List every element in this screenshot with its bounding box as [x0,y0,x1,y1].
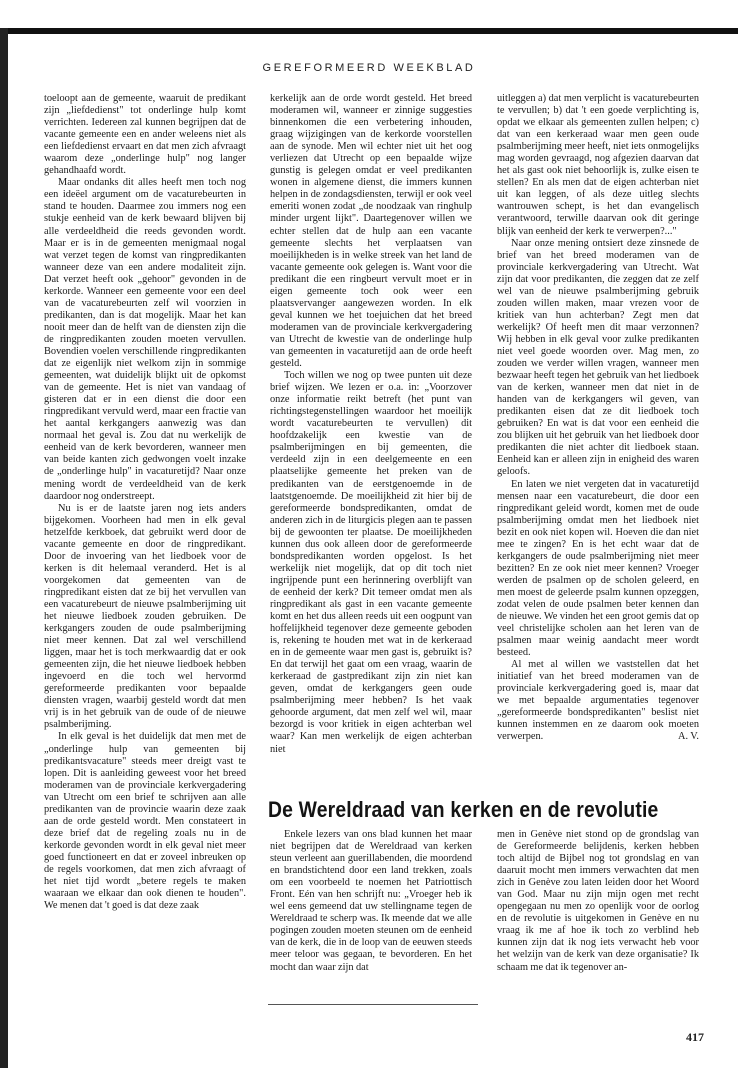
paragraph [497,659,699,743]
paragraph: toeloopt aan de gemeente, waaruit de predikant zijn „liefdedienst" tot onderlinge hulp komt verrichten. Iedereen zal kunnen begrijpen dat de vacante gemeente een en ander weleens niet als een liefdedienst ervaart en dat men zich afvraagt waarom deze „onderlinge hulp" nog langer gehandhaafd wordt. [44,93,246,177]
paragraph: Toch willen we nog op twee punten uit deze brief wijzen. We lezen er o.a. in: „Voorzover onze informatie reikt betreft (het punt van richtingstegenstellingen waardoor het moeilijk wordt vacaturebeurten te vervullen) dit hoofdzakelijk een kwestie van de psalmberijmingen en bij gemeenten, die verdeeld zijn in een deelgemeente en een plaatselijke gemeente het preken van de predikanten van de eerstgenoemde in de laatstgenoemde. De moeilijkheid zit hier bij de gereformeerde bondspredikanten, omdat de anderen zich in de liturgicis plegen aan te passen bij de gewoonten ter plaatse. De moeilijkheden kunnen dus ook alleen door de gereformeerde bondspredikanten worden opgelost. Is het werkelijk niet mogelijk, dat op dit toch niet ingrijpende punt een herinnering overblijft van de eenheid der kerk? Dit temeer omdat men als ringpredikant als gast in een vacante gemeente komt en het dus alleen reeds uit een oogpunt van hoffelijkheid tegenover deze gemeente geboden is, rekening te houden met wat in de kerkeraad en in de gemeente waar men gast is, gebruikt is? En dat terwijl het gaat om een vraag, waarin de kerkeraad de gastpredikant zijn zin niet kan geven, omdat de kerkgangers geen oude psalmberijming meer hebben? Is het vaak gehoorde argument, dat men zelf wel wil, maar bezorgd is voor kritiek in eigen achterban wel waar? Kan men werkelijk de eigen achterban niet [270,370,472,755]
page-number: 417 [686,1030,704,1044]
paragraph: In elk geval is het duidelijk dat men met de „onderlinge hulp van gemeenten bij predikantsvacature" steeds meer dreigt vast te lopen. Dit is aanleiding geweest voor het breed moderamen van de provinciale kerkvergadering van Utrecht om een brief te schrijven aan alle predikanten van de provincie waarin deze zaak aan de orde gesteld wordt. Men constateert in deze brief dat de regeling zoals nu in de kerkorde gevonden wordt in elk geval niet meer goed functioneert en dat er zoveel inbreuken op de regels voorkomen, dat men zich afvraagt of het niet tijd wordt „betere regels te maken waaraan we elkaar dan ook dienen te houden". We menen dat 't goed is dat deze zaak [44,731,246,912]
paragraph: Maar ondanks dit alles heeft men toch nog een ideëel argument om de vacaturebeurten in stand te houden. Daarmee zou immers nog een stukje eenheid van de kerk bewaard blijven bij alle verdeeldheid die reeds gevonden wordt. Maar er is in de gemeenten menigmaal nogal wat verzet tegen de komst van ringpredikanten wanneer deze van een andere modaliteit zijn. Dat verzet heeft ook „gehoor" gevonden in de kerkorde. Wanneer een gemeente voor een deel van de vacaturebeurten zelf wil voorzien in predikanten, dan is dat mogelijk. Maar het kan nooit meer dan de helft van de diensten zijn die de ringpredikanten zouden moeten vervullen. Bovendien voelen verschillende ringpredikanten dat ze eigenlijk niet welkom zijn in sommige gemeenten, wat duidelijk blijkt uit de opkomst van de gemeente. Het is niet van vandaag of gisteren dat er in een dienst die door een ringpredikant vervuld werd, maar een fractie van het aantal kerkgangers aanwezig was dan normaal het geval is. Zou dat nu werkelijk de eenheid van de kerk bevorderen, wanneer men van beide kanten zich gedwongen voelt inzake de „onderlinge hulp" in vacaturetijd? Naar onze mening wordt de verdeeldheid van de kerk daardoor nog onderstreept. [44,177,246,502]
paragraph: Naar onze mening ontsiert deze zinsnede de brief van het breed moderamen van de provinciale kerkvergadering van Utrecht. Wat zijn dat voor predikanten, die zeggen dat ze zelf wel van de nieuwe psalmberijming gebruik zouden willen maken, maar vrezen voor de kritiek van hun achterban? Zegt men dat werkelijk? Of heeft men dit maar verzonnen? Wij hebben in elk geval voor zulke predikanten niet veel goede woorden over. Mag men, zo zouden we verder willen vragen, wanneer men bezwaar heeft tegen het gebruik van het liedboek van de kerken, wanneer men dat niet in de handen van de kerkgangers wil geven, van predikanten eisen dat ze dit liedboek toch gebruiken? En wat is dat voor een eenheid die zou blijken uit het gebruik van het liedboek door predikanten die niet achter dit liedboek staan. Eenheid kan er alleen zijn in enigheid des waren geloofs. [497,237,699,478]
column-2 [270,93,472,756]
page-frame-top-edge [0,28,738,34]
paragraph: En laten we niet vergeten dat in vacaturetijd mensen naar een vacaturebeurt, die door een ringpredikant geleid wordt, komen met de oude psalmberijming omdat men het liedboek niet bezit en ook niet kopen wil. Hoeven die dan niet mee te zingen? En is het echt waar dat de kerkgangers de oude psalmberijming niet meer bezitten? En ze ook niet meer kennen? Vroeger werden de psalmen op de scholen geleerd, en men moest de geleerde psalm kunnen opzeggen, zodat velen de oude psalmen beter kennen dan de nieuwe. We vinden het een groot gemis dat op veel christelijke scholen aan het leren van de psalmen maar weinig aandacht meer wordt besteed. [497,478,699,659]
page-frame-left-edge [0,28,8,1068]
bottom-rule [268,1004,478,1005]
article-title: De Wereldraad van kerken en de revolutie [268,797,659,822]
paragraph: kerkelijk aan de orde wordt gesteld. Het breed moderamen wil, wanneer er zinnige suggesties binnenkomen die een verbetering inhouden, graag wijzigingen van de kerkorde voorstellen aan de synode. Men wil echter niet uit het oog verliezen dat Utrecht op een bepaalde wijze gunstig is gelegen omdat er veel predikanten wonen in algemene dienst, die immers kunnen helpen in de zondagsdiensten, terwijl er ook veel emeriti wonen zodat „de noodzaak van ringhulp minder urgent lijkt". Daartegenover willen we echter stellen dat de hulp aan een vacante gemeente slechts het verplaatsen van moeilijkheden is in welke streek van het land de vacante gemeente ook gelegen is. Want voor die predikant die een ringbeurt vervult moet er in eigen gemeente toch ook weer een plaatsvervanger aangewezen worden. In elk geval kunnen we het toejuichen dat het breed moderamen van de provinciale kerkvergadering van Utrecht de kwestie van de onderlinge hulp van gemeenten in vacaturetijd aan de orde heeft gesteld. [270,93,472,370]
paragraph: Enkele lezers van ons blad kunnen het maar niet begrijpen dat de Wereldraad van kerken steun verleent aan guerillabenden, die moordend en brandstichtend door een land trekken, zoals om een voorbeeld te noemen het Patriottisch Front. Eén van hen schrijft nu: „Vroeger heb ik wel eens gemeend dat uw stellingname tegen de Wereldraad te scherp was. Ik meende dat we alle pogingen zouden moeten steunen om de eenheid van de kerk, die in de loop van de eeuwen steeds meer teloor was gegaan, te bevorderen. En het mocht dan waar zijn dat [270,829,472,973]
article-column-left [270,829,472,974]
paragraph: Nu is er de laatste jaren nog iets anders bijgekomen. Voorheen had men in elk geval hetzelfde kerkboek, dat gebruikt werd door de vacante gemeente en door de ringpredikant. Door de invoering van het liedboek voor de kerken is dit helemaal veranderd. Het is al voorgekomen dat gemeenten van de ringpredikant eisten dat ze bij het vervullen van een vacaturebeurt de nieuwe psalmberijming uit het nieuwe liedboek zouden gebruiken. De kerkgangers zouden de oude psalmberijming niet meer kennen. Dat zal wel verschillend liggen, maar het is toch merkwaardig dat er ook gemeenten zijn, die het nieuwe liedboek hebben ingevoerd en die toch wel hervormd gereformeerde predikanten voor bepaalde diensten vragen, waarbij gesteld wordt dat men vrij is in het gebruik van de oude of de nieuwe psalmberijming. [44,502,246,731]
column-1 [44,93,246,912]
paragraph: men in Genève niet stond op de grondslag van de Gereformeerde belijdenis, kerken hebben toch altijd de Bijbel nog tot grondslag en van daaruit mocht men immers verwachten dat men zich in Genève zou laten leiden door het Woord van God. Maar nu zijn mijn ogen met recht opengegaan nu men zo openlijk voor de oorlog en de revolutie is uitgekomen in Genève en nu vraag ik me af hoe ik toch zo verblind heb kunnen zijn dat ik nog iets verwacht heb voor het welzijn van de kerk van deze organisatie? Ik schaam me dat ik tegenover an- [497,829,699,973]
author-signature: A. V. [678,731,699,743]
column-3 [497,93,699,744]
running-header: GEREFORMEERD WEEKBLAD [262,62,476,74]
paragraph-text: Al met al willen we vaststellen dat het initiatief van het breed moderamen van de provinciale kerkvergadering goed is, maar dat we met bepaalde argumentaties tegenover „gereformeerde bondspredikanten" beslist niet kunnen instemmen en ze daarom ook moeten verwerpen. [497,659,699,743]
article-column-right [497,829,699,974]
paragraph: uitleggen a) dat men verplicht is vacaturebeurten te vervullen; b) dat 't een goede verplichting is, opdat we elkaar als gemeenten zullen helpen; c) dat van een kerkeraad waar men geen oude psalmberijming meer heeft, niet iets onmogelijks mag worden gevraagd, nog afgezien daarvan dat het als gast ook niet behoorlijk is, zulke eisen te stellen? En als men dat de eigen achterban niet uit kan leggen, of als deze uitleg slechts wantrouwen schept, is het dan evangelisch verantwoord, terwille daarvan ook dit geringe blijk van eenheid der kerk te verwerpen?..." [497,93,699,237]
